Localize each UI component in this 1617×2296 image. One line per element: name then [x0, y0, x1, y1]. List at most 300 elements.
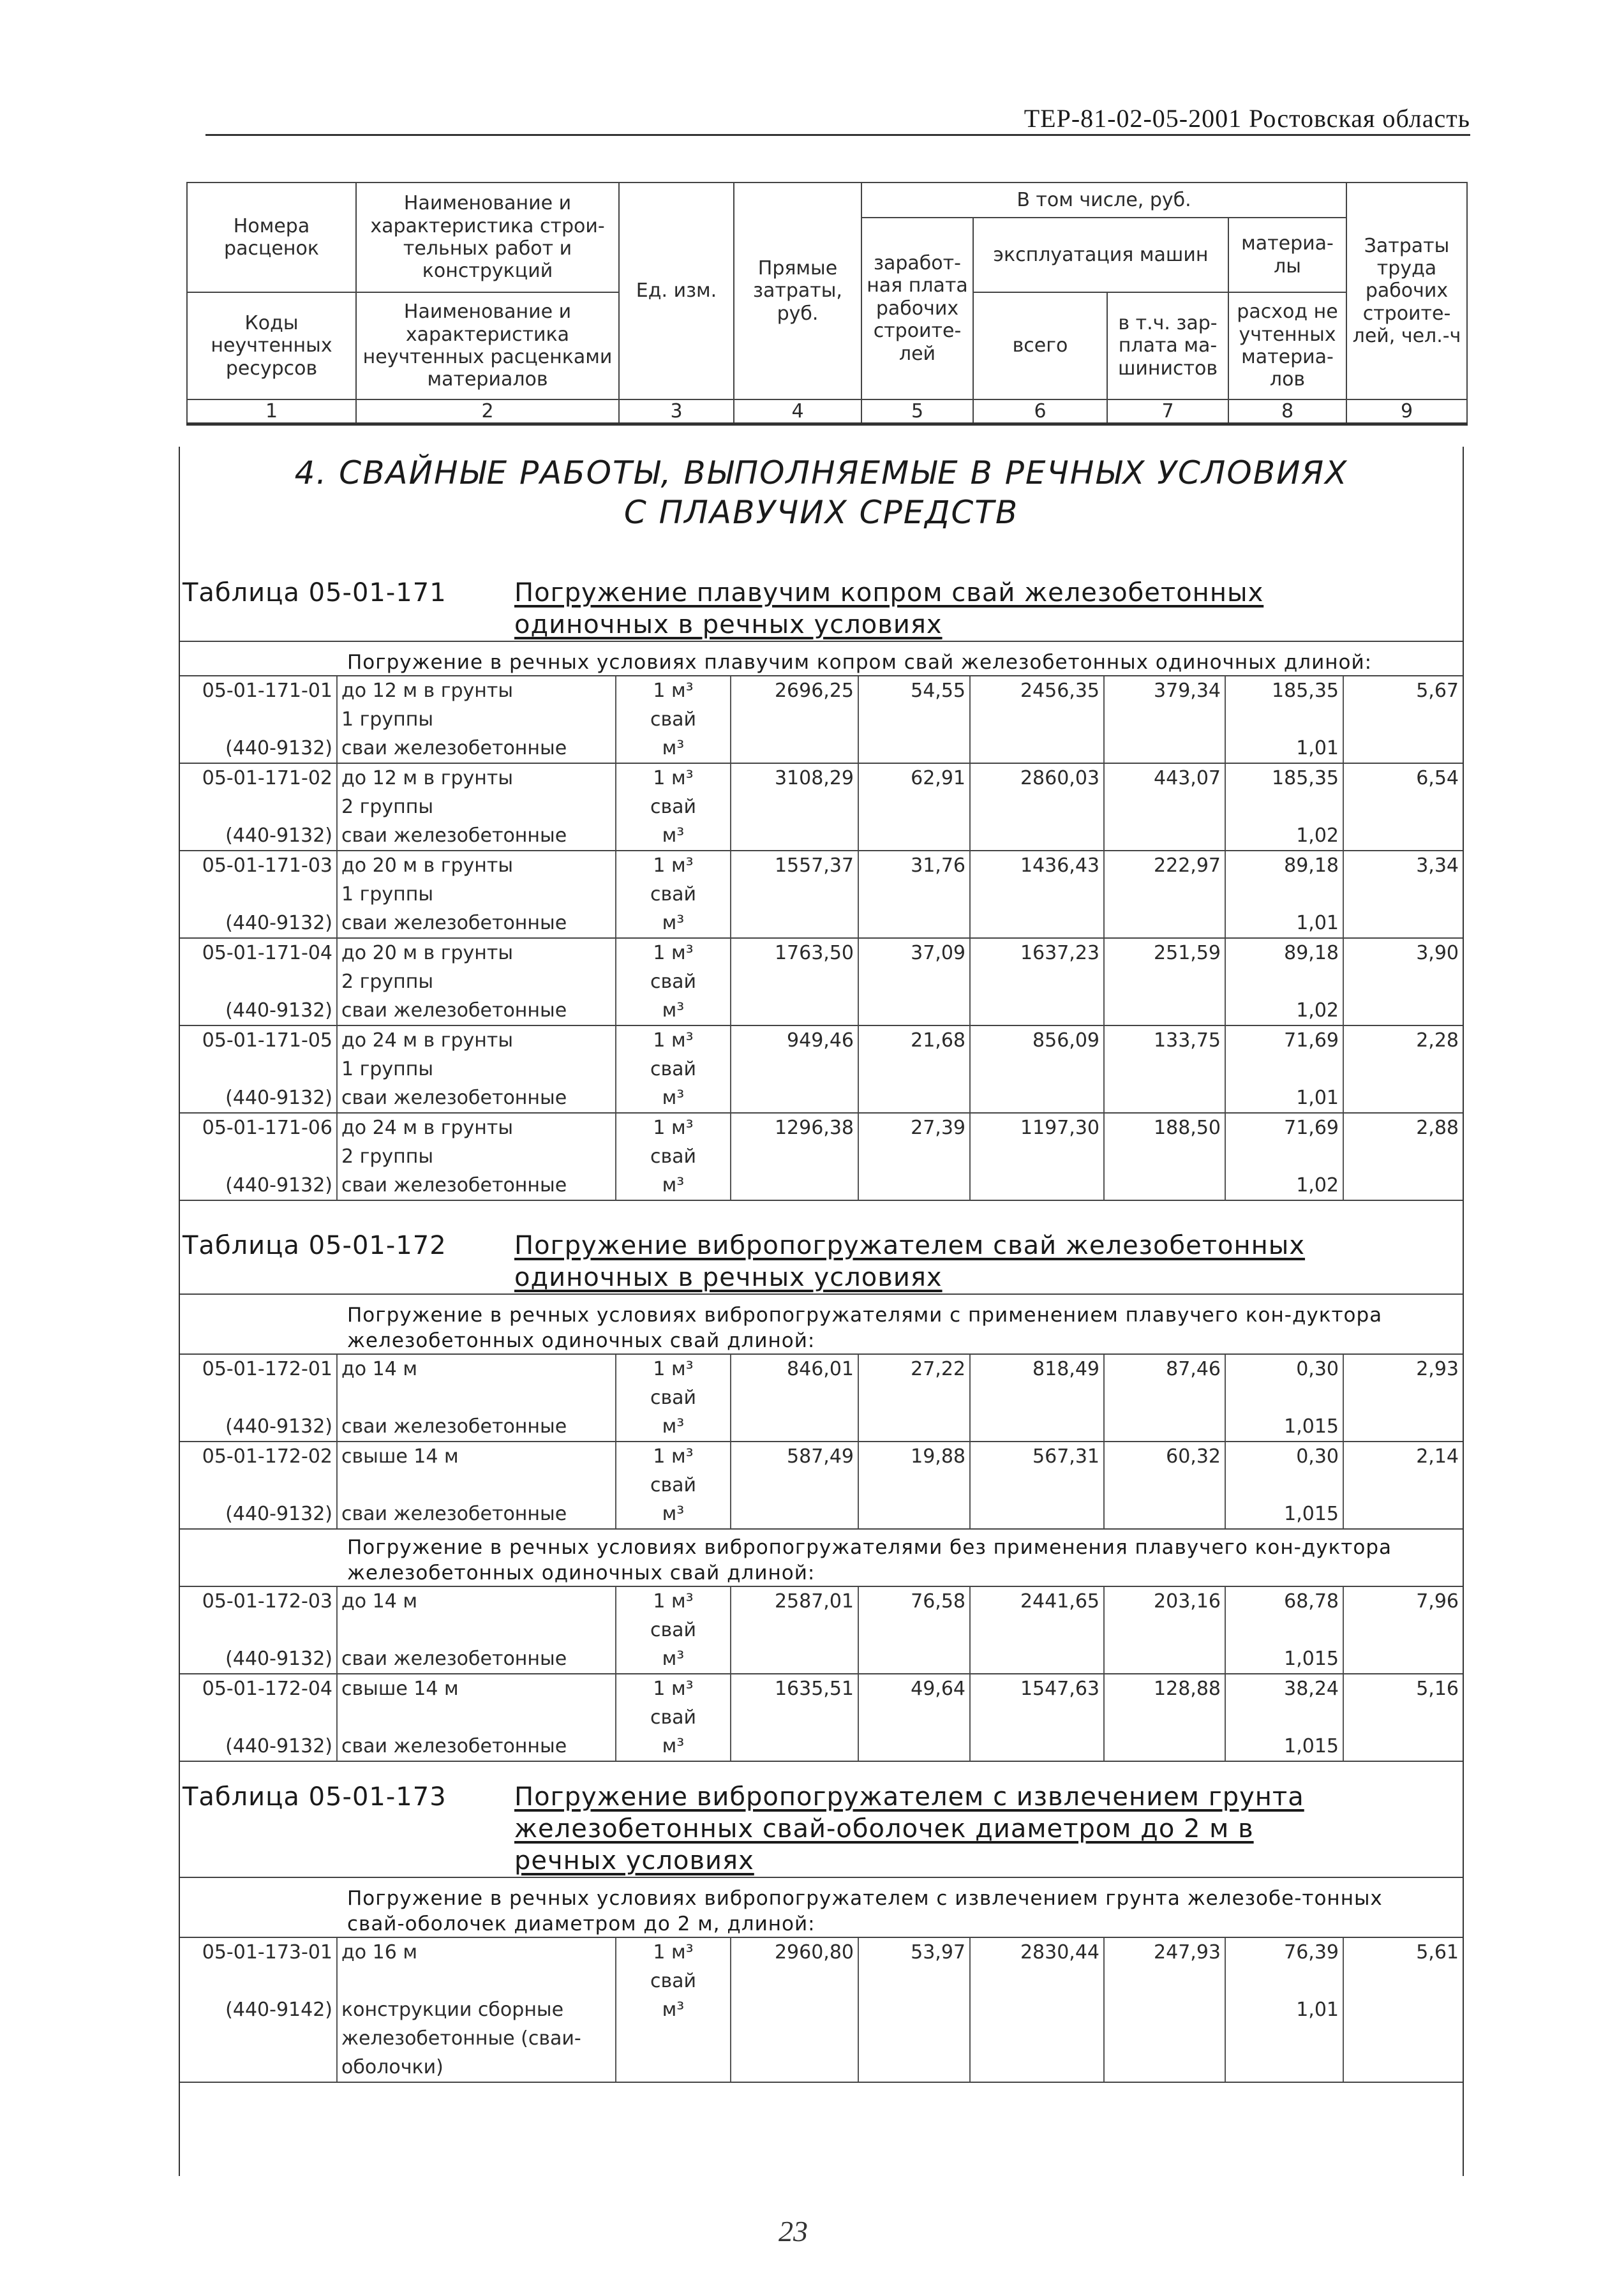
table-cell: сваи железобетонные [337, 996, 616, 1025]
table-cell [1343, 705, 1463, 734]
table-cell: 1197,30 [970, 1113, 1104, 1142]
table-cell: свай [616, 1703, 731, 1732]
table-row [180, 880, 1463, 909]
rate-table [180, 1781, 1463, 2083]
table-cell [180, 880, 337, 909]
table-cell: 2587,01 [731, 1587, 858, 1616]
table-cell: 1 м³ [616, 1938, 731, 1967]
table-cell: 71,69 [1225, 1025, 1343, 1055]
table-cell: 27,22 [858, 1355, 970, 1383]
table-cell: 1436,43 [970, 851, 1104, 880]
table-cell: 1,015 [1225, 1732, 1343, 1761]
table-cell: 1 группы [337, 880, 616, 909]
table-row [180, 1113, 1463, 1142]
table-cell [858, 1055, 970, 1084]
table-cell: 818,49 [970, 1355, 1104, 1383]
table-cell: м³ [616, 1644, 731, 1674]
table-cell [731, 1995, 858, 2082]
table-cell: 856,09 [970, 1025, 1104, 1055]
table-cell [731, 1171, 858, 1200]
table-cell [337, 1967, 616, 1995]
table-cell: 251,59 [1104, 938, 1225, 967]
table-cell [1104, 1084, 1225, 1113]
table-cell [970, 1383, 1104, 1412]
table-cell [180, 1471, 337, 1500]
table-cell: до 12 м в грунты [337, 676, 616, 705]
table-row [180, 821, 1463, 851]
table-code: Таблица 05-01-173 [183, 1782, 447, 1812]
table-title-line [514, 609, 1463, 641]
column-number: 9 [1346, 399, 1467, 424]
header-material-name: Наименование и характеристика неучтенных расценками материалов [356, 292, 619, 399]
table-cell [1104, 1995, 1225, 2082]
table-cell: 1,01 [1225, 909, 1343, 938]
rates-table [180, 1355, 1463, 1530]
column-header-table [186, 182, 1468, 426]
table-cell: 1 группы [337, 705, 616, 734]
table-cell: свай [616, 705, 731, 734]
table-cell: 1 м³ [616, 1587, 731, 1616]
table-cell [180, 705, 337, 734]
table-cell [1225, 1616, 1343, 1644]
table-cell: 1 м³ [616, 938, 731, 967]
table-cell [1104, 1055, 1225, 1084]
table-row [180, 1142, 1463, 1171]
table-row [180, 1732, 1463, 1761]
table-cell: 62,91 [858, 763, 970, 793]
header-unaccounted-materials: расход не учтенных материа-лов [1228, 292, 1346, 399]
table-cell: 1 м³ [616, 851, 731, 880]
table-cell [731, 1055, 858, 1084]
table-cell: м³ [616, 1500, 731, 1529]
table-cell: 1,015 [1225, 1644, 1343, 1674]
table-cell [180, 793, 337, 821]
table-cell [180, 1142, 337, 1171]
table-cell [731, 1616, 858, 1644]
table-cell [1104, 1412, 1225, 1442]
table-cell: сваи железобетонные [337, 1732, 616, 1761]
rates-table [180, 676, 1463, 1201]
table-cell: (440-9132) [180, 996, 337, 1025]
table-row [180, 1967, 1463, 1995]
table-cell: 05-01-172-01 [202, 1358, 332, 1380]
table-cell [1104, 1616, 1225, 1644]
table-cell: 379,34 [1104, 676, 1225, 705]
table-cell [858, 1171, 970, 1200]
table-cell [1343, 793, 1463, 821]
table-cell: сваи железобетонные [337, 734, 616, 763]
header-including: В том числе, руб. [861, 183, 1346, 218]
section-title [180, 453, 1463, 532]
table-cell [970, 909, 1104, 938]
header-resource-codes: Коды неучтенных ресурсов [187, 292, 356, 399]
table-cell [970, 821, 1104, 851]
table-row [180, 705, 1463, 734]
table-cell: 05-01-173-01 [202, 1941, 332, 1964]
table-cell [1343, 1412, 1463, 1442]
table-cell [731, 1142, 858, 1171]
table-cell: 1 м³ [616, 1674, 731, 1703]
table-cell: 2,28 [1343, 1025, 1463, 1055]
table-cell [1225, 1383, 1343, 1412]
table-cell: сваи железобетонные [337, 1500, 616, 1529]
table-cell: м³ [616, 734, 731, 763]
table-cell [858, 909, 970, 938]
table-cell [1225, 705, 1343, 734]
table-cell [1343, 1703, 1463, 1732]
table-cell [1104, 1967, 1225, 1995]
table-heading [180, 1230, 1463, 1295]
table-cell [731, 1412, 858, 1442]
table-cell [1343, 996, 1463, 1025]
table-cell [337, 1383, 616, 1412]
table-cell: м³ [616, 1171, 731, 1200]
table-cell [1225, 1471, 1343, 1500]
table-row [180, 1171, 1463, 1200]
table-cell [970, 880, 1104, 909]
table-row [180, 1644, 1463, 1674]
table-cell: 2830,44 [970, 1938, 1104, 1967]
table-cell: 3108,29 [731, 763, 858, 793]
table-cell [970, 967, 1104, 996]
table-cell [858, 705, 970, 734]
table-cell: 222,97 [1104, 851, 1225, 880]
table-cell [337, 1616, 616, 1644]
table-cell: сваи железобетонные [337, 909, 616, 938]
column-number: 4 [734, 399, 861, 424]
table-cell: 76,58 [858, 1587, 970, 1616]
table-cell: 05-01-172-04 [202, 1678, 332, 1700]
table-cell: м³ [616, 996, 731, 1025]
table-cell: 2,88 [1343, 1113, 1463, 1142]
table-cell: 60,32 [1104, 1442, 1225, 1471]
table-cell: 05-01-171-01 [202, 680, 332, 702]
table-cell [858, 734, 970, 763]
table-cell: 2 группы [337, 1142, 616, 1171]
subgroup-heading: Погружение в речных условиях вибропогружателем с извлечением грунта железобе-тонных свай-оболочек диаметром до 2 м, длиной: [180, 1881, 1463, 1938]
table-cell [1343, 1732, 1463, 1761]
table-row [180, 763, 1463, 793]
table-cell: 37,09 [858, 938, 970, 967]
table-cell: 1635,51 [731, 1674, 858, 1703]
table-cell [858, 1500, 970, 1529]
table-cell: 21,68 [858, 1025, 970, 1055]
table-cell: сваи железобетонные [337, 1084, 616, 1113]
table-cell: 443,07 [1104, 763, 1225, 793]
header-unit: Ед. изм. [619, 183, 734, 399]
table-cell: (440-9132) [180, 1412, 337, 1442]
table-cell: 05-01-171-02 [202, 767, 332, 789]
table-cell: 1 м³ [616, 1355, 731, 1383]
table-cell [970, 705, 1104, 734]
table-cell: (440-9132) [180, 821, 337, 851]
table-row [180, 1412, 1463, 1442]
table-cell: 1,015 [1225, 1500, 1343, 1529]
table-cell [970, 793, 1104, 821]
table-cell [1343, 1171, 1463, 1200]
table-cell: 5,16 [1343, 1674, 1463, 1703]
table-title-text: одиночных в речных условиях [514, 610, 943, 639]
table-cell [858, 1471, 970, 1500]
table-cell [1104, 880, 1225, 909]
column-number: 1 [187, 399, 356, 424]
table-cell: (440-9132) [180, 734, 337, 763]
table-cell [1343, 1383, 1463, 1412]
table-cell [1343, 734, 1463, 763]
table-cell [858, 967, 970, 996]
table-cell [970, 1644, 1104, 1674]
column-number: 3 [619, 399, 734, 424]
header-wages: заработ-ная плата рабочих строите-лей [861, 218, 973, 399]
table-cell: 87,46 [1104, 1355, 1225, 1383]
table-cell [1104, 1732, 1225, 1761]
table-cell: 05-01-172-02 [202, 1445, 332, 1468]
table-row [180, 1616, 1463, 1644]
table-cell: 1,015 [1225, 1412, 1343, 1442]
table-cell: 05-01-171-03 [202, 854, 332, 877]
table-cell [731, 1471, 858, 1500]
table-cell: 1 м³ [616, 1442, 731, 1471]
table-cell [731, 1732, 858, 1761]
table-cell: до 24 м в грунты [337, 1113, 616, 1142]
table-cell: 2960,80 [731, 1938, 858, 1967]
table-cell [1225, 1703, 1343, 1732]
table-cell: 31,76 [858, 851, 970, 880]
table-row [180, 1938, 1463, 1967]
table-cell: 2441,65 [970, 1587, 1104, 1616]
table-cell: 1,02 [1225, 1171, 1343, 1200]
table-title-text: железобетонных свай-оболочек диаметром до 2 м в [514, 1814, 1254, 1844]
table-cell [1343, 1055, 1463, 1084]
table-cell: м³ [616, 1732, 731, 1761]
table-cell [180, 1616, 337, 1644]
table-cell: до 14 м [337, 1587, 616, 1616]
table-cell [970, 1171, 1104, 1200]
table-cell [1104, 967, 1225, 996]
table-cell [858, 1616, 970, 1644]
table-code: Таблица 05-01-172 [183, 1231, 447, 1260]
table-cell [1343, 1644, 1463, 1674]
column-number: 5 [861, 399, 973, 424]
table-cell: 0,30 [1225, 1442, 1343, 1471]
table-cell: 5,61 [1343, 1938, 1463, 1967]
table-cell: 185,35 [1225, 676, 1343, 705]
table-cell: 05-01-172-03 [202, 1590, 332, 1613]
table-cell [858, 1732, 970, 1761]
table-cell: 3,34 [1343, 851, 1463, 880]
table-cell [180, 967, 337, 996]
rate-table [180, 1230, 1463, 1762]
table-cell [1104, 1142, 1225, 1171]
table-cell [1104, 909, 1225, 938]
table-cell: 2,93 [1343, 1355, 1463, 1383]
table-cell [1343, 1471, 1463, 1500]
table-cell [731, 1644, 858, 1674]
table-cell: 846,01 [731, 1355, 858, 1383]
table-row [180, 1025, 1463, 1055]
header-operator-wages: в т.ч. зар-плата ма-шинистов [1107, 292, 1228, 399]
subgroup-heading: Погружение в речных условиях плавучим копром свай железобетонных одиночных длиной: [180, 645, 1463, 676]
table-cell: 1,01 [1225, 1084, 1343, 1113]
table-cell [1104, 1471, 1225, 1500]
subgroup-heading: Погружение в речных условиях вибропогружателями с применением плавучего кон-дуктора железобетонных одиночных свай длиной: [180, 1297, 1463, 1355]
table-cell: до 20 м в грунты [337, 938, 616, 967]
table-cell: 1296,38 [731, 1113, 858, 1142]
table-title-line [514, 1781, 1463, 1813]
table-cell [858, 1967, 970, 1995]
table-cell: сваи железобетонные [337, 1412, 616, 1442]
table-cell: 1 группы [337, 1055, 616, 1084]
table-cell: 5,67 [1343, 676, 1463, 705]
table-cell: 89,18 [1225, 851, 1343, 880]
table-cell [1225, 1967, 1343, 1995]
table-cell: 1 м³ [616, 763, 731, 793]
table-cell: (440-9132) [180, 1732, 337, 1761]
column-number-row [187, 399, 1467, 424]
table-cell [180, 1383, 337, 1412]
table-cell [1343, 880, 1463, 909]
table-cell: свай [616, 880, 731, 909]
table-cell [731, 821, 858, 851]
table-cell: сваи железобетонные [337, 821, 616, 851]
table-title [514, 577, 1463, 641]
table-cell [970, 1412, 1104, 1442]
table-cell [1343, 909, 1463, 938]
table-cell: 1557,37 [731, 851, 858, 880]
table-cell [858, 1084, 970, 1113]
table-cell [1225, 967, 1343, 996]
table-cell: 49,64 [858, 1674, 970, 1703]
table-cell [858, 821, 970, 851]
table-cell [337, 1471, 616, 1500]
table-cell: 1763,50 [731, 938, 858, 967]
table-row [180, 1355, 1463, 1383]
table-row [180, 909, 1463, 938]
table-cell [858, 793, 970, 821]
rate-tables [180, 577, 1463, 2083]
table-cell [731, 793, 858, 821]
table-cell [1225, 880, 1343, 909]
table-cell: 2456,35 [970, 676, 1104, 705]
table-cell: 133,75 [1104, 1025, 1225, 1055]
table-cell: 567,31 [970, 1442, 1104, 1471]
table-cell: 1,01 [1225, 734, 1343, 763]
table-cell: 71,69 [1225, 1113, 1343, 1142]
table-cell: до 24 м в грунты [337, 1025, 616, 1055]
table-cell: 27,39 [858, 1113, 970, 1142]
table-cell: 54,55 [858, 676, 970, 705]
table-cell [1343, 1967, 1463, 1995]
rates-table [180, 1938, 1463, 2083]
table-cell [1343, 1142, 1463, 1171]
table-cell [970, 1142, 1104, 1171]
table-row [180, 938, 1463, 967]
table-cell [1343, 967, 1463, 996]
table-cell: м³ [616, 1412, 731, 1442]
document-body [179, 447, 1464, 2176]
table-cell: 2 группы [337, 967, 616, 996]
table-cell [858, 1995, 970, 2082]
table-cell [731, 967, 858, 996]
table-cell: 1,02 [1225, 996, 1343, 1025]
table-row [180, 1587, 1463, 1616]
table-cell: 0,30 [1225, 1355, 1343, 1383]
table-row [180, 1674, 1463, 1703]
table-cell [970, 1055, 1104, 1084]
rates-table [180, 1587, 1463, 1762]
table-cell [858, 1383, 970, 1412]
column-number: 8 [1228, 399, 1346, 424]
table-cell: свай [616, 1967, 731, 1995]
table-cell: свай [616, 1616, 731, 1644]
table-cell [858, 996, 970, 1025]
table-cell: 38,24 [1225, 1674, 1343, 1703]
table-cell: свыше 14 м [337, 1442, 616, 1471]
table-title-line [514, 1262, 1463, 1293]
table-cell: 1,02 [1225, 821, 1343, 851]
table-cell [1104, 734, 1225, 763]
table-cell [1104, 1644, 1225, 1674]
table-cell: м³ [616, 821, 731, 851]
table-title-text: Погружение вибропогружателем с извлечением грунта [514, 1782, 1304, 1812]
table-cell: 247,93 [1104, 1938, 1225, 1967]
table-cell [731, 705, 858, 734]
table-row [180, 1500, 1463, 1529]
table-cell: 188,50 [1104, 1113, 1225, 1142]
table-cell [970, 1703, 1104, 1732]
table-cell [858, 1703, 970, 1732]
table-heading [180, 577, 1463, 642]
table-cell [970, 1967, 1104, 1995]
table-cell: 1 м³ [616, 1025, 731, 1055]
table-cell: 1 м³ [616, 1113, 731, 1142]
table-cell: м³ [616, 1084, 731, 1113]
table-cell [1225, 793, 1343, 821]
table-row [180, 851, 1463, 880]
table-cell: сваи железобетонные [337, 1644, 616, 1674]
table-cell [970, 1471, 1104, 1500]
table-title [514, 1781, 1463, 1877]
table-cell: 2860,03 [970, 763, 1104, 793]
table-row [180, 996, 1463, 1025]
table-cell [731, 909, 858, 938]
table-title-line [514, 1813, 1463, 1845]
table-title-text: Погружение плавучим копром свай железобетонных [514, 578, 1264, 608]
table-row [180, 1995, 1463, 2082]
table-cell [731, 1084, 858, 1113]
page-number: 23 [779, 2215, 808, 2248]
column-number: 6 [973, 399, 1107, 424]
table-cell: свай [616, 1142, 731, 1171]
table-cell: 6,54 [1343, 763, 1463, 793]
table-cell [1104, 1383, 1225, 1412]
table-title-line [514, 577, 1463, 609]
table-cell: 3,90 [1343, 938, 1463, 967]
header-machine-total: всего [973, 292, 1107, 399]
table-cell: свай [616, 793, 731, 821]
table-cell [1225, 1055, 1343, 1084]
table-cell [1104, 996, 1225, 1025]
table-row [180, 1471, 1463, 1500]
table-cell [1104, 1703, 1225, 1732]
table-cell [858, 1412, 970, 1442]
table-cell [731, 880, 858, 909]
header-materials: материа-лы [1228, 218, 1346, 292]
table-cell: 19,88 [858, 1442, 970, 1471]
header-direct-costs: Прямые затраты, руб. [734, 183, 861, 399]
table-title [514, 1230, 1463, 1293]
table-cell: (440-9142) [180, 1995, 337, 2082]
